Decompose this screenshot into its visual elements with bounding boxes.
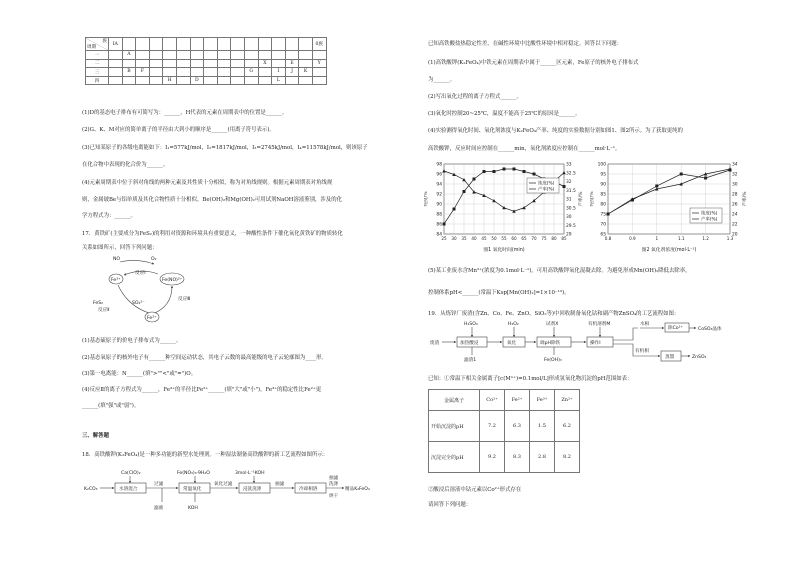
section-3-heading: 三、解答题 bbox=[82, 433, 109, 439]
chart-y2-tick-label: 31.5 bbox=[566, 188, 576, 194]
periodic-table-header-cell: 0族 bbox=[312, 38, 326, 51]
chart-y-tick-label: 95 bbox=[600, 172, 606, 178]
chart-y2-tick-label: 30.5 bbox=[566, 206, 576, 212]
chart-y-tick-label: 80 bbox=[600, 202, 606, 208]
q19-ask: 请回答下列问题： bbox=[428, 502, 472, 508]
flow19-water-phase: 水相 bbox=[640, 322, 650, 327]
metal-table-header-cell: Fe³⁺ bbox=[530, 390, 555, 411]
flow18-arrow-5-label: 洗涤 bbox=[329, 482, 339, 487]
flow19-feoh3: Fe(OH)₃ bbox=[544, 358, 562, 363]
q18-part-3: (3)氧化时控制20~25℃，温度不能高于25℃的原因是______。 bbox=[428, 111, 581, 117]
element-cell: F bbox=[136, 68, 150, 77]
q18-part-4-line1: (4)实验测得氧化时间、氧化剂浓度与K₂FeO₄产率、纯度的实验数据分别如图1、图2所示。为了获取更纯的 bbox=[428, 128, 683, 134]
element-cell bbox=[217, 51, 231, 60]
element-cell: I bbox=[272, 68, 286, 77]
chart-y2-tick-label: 33 bbox=[566, 162, 572, 168]
element-cell bbox=[272, 59, 286, 68]
q18-part-5-line2: 控制体系pH<______(常温下Ksp[Mn(OH)₂]=1×10⁻¹³)。 bbox=[428, 290, 570, 296]
metal-table-header-cell: Zn²⁺ bbox=[555, 390, 580, 411]
chart-y2-tick-label: 28 bbox=[732, 192, 738, 198]
periodic-table-header-cell bbox=[136, 38, 150, 51]
element-cell: B bbox=[122, 68, 136, 77]
periodic-table-header-cell bbox=[204, 38, 218, 51]
chart-plot-area bbox=[608, 164, 730, 234]
right-column bbox=[424, 0, 749, 562]
chart-point bbox=[655, 185, 658, 188]
periodic-table-header-cell bbox=[190, 38, 204, 51]
metal-table-header-cell: 金属离子 bbox=[429, 390, 480, 411]
question-3-line1: (3)已知某原子的各级电离能如下：I₁=577kJ/mol，I₂=1817kJ/mol，I₃=2745kJ/mol，I₄=11578kJ/mol，则该原子 bbox=[82, 145, 368, 151]
flow19-start: 废渣 bbox=[430, 341, 440, 346]
cycle-no-label: NO bbox=[113, 257, 121, 262]
chart-y2-tick-label: 34 bbox=[732, 162, 738, 168]
element-cell bbox=[204, 68, 218, 77]
chart-y-tick-label: 75 bbox=[600, 212, 606, 218]
chart-x-tick-label: 45 bbox=[481, 236, 487, 241]
periodic-table-header-cell bbox=[176, 38, 190, 51]
chart-y2-tick-label: 29 bbox=[566, 232, 572, 238]
metal-table-cell: 7.2 bbox=[480, 411, 505, 442]
periodic-table-header-cell bbox=[272, 38, 286, 51]
periodic-table-header-cell bbox=[122, 38, 136, 51]
flow19-box-5-label: 除Co²⁺ bbox=[668, 326, 683, 331]
corner-group-label: 族 bbox=[102, 39, 107, 44]
element-cell bbox=[176, 76, 190, 85]
element-cell bbox=[136, 59, 150, 68]
element-cell: G bbox=[244, 68, 258, 77]
flow18-arrow-2-label: 氧化过滤 bbox=[214, 482, 233, 487]
cycle-reaction-2: 反应Ⅱ bbox=[98, 308, 110, 313]
chart-x-tick-label: 1.1 bbox=[677, 236, 685, 241]
chart-y-tick-label: 98 bbox=[436, 162, 442, 168]
element-cell bbox=[299, 51, 313, 60]
flow19-h2o2: H₂O₂ bbox=[508, 322, 519, 327]
periodic-table bbox=[85, 37, 327, 85]
element-cell bbox=[149, 68, 163, 77]
element-cell: H bbox=[163, 76, 177, 85]
element-cell bbox=[204, 59, 218, 68]
chart-x-tick-label: 1.3 bbox=[726, 236, 734, 241]
flow19-box-1-label: 加热酸浸 bbox=[460, 341, 479, 346]
flow18-box-4-label: 冷却相溶 bbox=[299, 487, 318, 492]
question-17-line1: 17．黄铁矿(主要成分为FeS₂)的利用对资源和环境具有重要意义，一种酸性条件下催化氧化黄铁矿的物质转化 bbox=[82, 231, 343, 237]
figure-2-chart bbox=[590, 158, 748, 254]
element-cell bbox=[312, 76, 326, 85]
periodic-table-corner bbox=[86, 38, 109, 51]
chart-y-tick-label: 85 bbox=[600, 192, 606, 198]
q19-known-2: ②酸浸后溶液中钴元素以Co²⁺形式存在 bbox=[428, 487, 522, 493]
metal-table-row-label: 开始沉淀的pH bbox=[429, 411, 480, 442]
question-4-line1: (4)元素周期表中位于斜对角线的两种元素及其性质十分相似，称为对角线规则。根据元素周期表对角线规 bbox=[82, 180, 333, 186]
element-cell bbox=[231, 51, 245, 60]
metal-table-cell: 8.2 bbox=[555, 442, 580, 473]
element-cell bbox=[217, 68, 231, 77]
element-cell: E bbox=[285, 59, 299, 68]
flow19-coso4: CoSO₄晶体 bbox=[698, 327, 722, 332]
element-cell: L bbox=[272, 76, 286, 85]
period-label: 二 bbox=[86, 59, 109, 68]
cycle-feno-label: Fe(NO)²⁺ bbox=[162, 278, 183, 283]
chart-x-tick-label: 0.8 bbox=[604, 236, 612, 241]
element-cell bbox=[244, 76, 258, 85]
flow19-residue-1: 滤渣1 bbox=[464, 358, 477, 363]
cycle-fe3-label: Fe³⁺ bbox=[111, 278, 121, 283]
flow18-arrow-6-label: 烘干 bbox=[329, 494, 339, 499]
chart-y-tick-label: 70 bbox=[600, 222, 606, 228]
element-cell bbox=[258, 51, 272, 60]
question-17-3: (3)第一电离能：N______(填">""<"或"=")O。 bbox=[82, 371, 197, 377]
element-cell bbox=[109, 68, 123, 77]
flow18-arrow-4-label: 抽滤 bbox=[329, 476, 339, 481]
periodic-table-header-cell bbox=[258, 38, 272, 51]
chart-legend-label: 纯度(%) bbox=[538, 181, 555, 187]
element-cell bbox=[217, 76, 231, 85]
question-4-line3: 学方程式为：______。 bbox=[82, 213, 136, 219]
chart-legend-label: 纯度(%) bbox=[701, 211, 718, 217]
chart-y2-tick-label: 32 bbox=[732, 172, 738, 178]
element-cell: Y bbox=[312, 59, 326, 68]
q19-known-1: 已知：①常温下相关金属离子[c(Mⁿ⁺)=0.1mol/L]形成氢氧化物沉淀的pH范围如表： bbox=[428, 376, 633, 382]
question-17-1: (1)基态硫原子的价电子排布式为______。 bbox=[82, 338, 182, 344]
periodic-table-header-cell bbox=[244, 38, 258, 51]
element-cell bbox=[190, 68, 204, 77]
chart-point bbox=[513, 168, 516, 171]
periodic-table-row bbox=[86, 59, 327, 68]
chart-y2-axis-label: 产率/% bbox=[579, 191, 584, 207]
flow18-waste-1: 滤液 bbox=[154, 506, 164, 511]
periodic-table-header-cell bbox=[299, 38, 313, 51]
element-cell bbox=[272, 51, 286, 60]
metal-table-cell: 6.2 bbox=[555, 411, 580, 442]
element-cell bbox=[285, 51, 299, 60]
element-cell bbox=[217, 59, 231, 68]
flow18-waste-2: KOH bbox=[188, 506, 198, 511]
chart-y2-tick-label: 32.5 bbox=[566, 171, 576, 177]
flow18-arrow-1-label: 过滤 bbox=[154, 482, 164, 487]
chart-point bbox=[503, 168, 506, 171]
chart-legend-label: 产率(%) bbox=[538, 187, 555, 193]
metal-table-row bbox=[429, 442, 580, 473]
flow19-organic-phase: 有机相 bbox=[635, 349, 649, 354]
element-cell: K bbox=[299, 68, 313, 77]
periodic-table-header-cell bbox=[231, 38, 245, 51]
metal-table-header-cell: Co²⁺ bbox=[480, 390, 505, 411]
cycle-reaction-1: 反应Ⅰ bbox=[135, 271, 146, 276]
flow18-reagent-1: Ca(ClO)₂ bbox=[121, 471, 141, 476]
element-cell bbox=[312, 68, 326, 77]
chart-x-tick-label: 55 bbox=[501, 236, 507, 241]
flow19-box-4-label: 操作Ⅰ bbox=[590, 341, 601, 346]
question-17-line2: 关系如图所示，回答下列问题： bbox=[82, 245, 158, 251]
metal-table-cell: 2.8 bbox=[530, 442, 555, 473]
periodic-table-row bbox=[86, 76, 327, 85]
chart-y2-tick-label: 32 bbox=[566, 180, 572, 185]
figure-1-chart bbox=[424, 158, 584, 254]
flow19-box-2-label: 氧化 bbox=[507, 341, 517, 346]
element-cell bbox=[176, 59, 190, 68]
q18-part-2: (2)写出氧化过程的离子方程式______。 bbox=[428, 94, 522, 100]
process-flow-19 bbox=[428, 318, 728, 370]
q18-part-1b: 为______。 bbox=[428, 77, 455, 83]
flow19-reagent-x: 试剂X bbox=[546, 322, 559, 327]
chart-caption: 图2 氧化剂浓度(mol·L⁻¹) bbox=[641, 248, 697, 253]
chart-y-axis-label: 纯度/% bbox=[590, 191, 595, 207]
periodic-table-header-cell: ⅠA bbox=[109, 38, 123, 51]
question-18-intro: 18．高铁酸钾(K₂FeO₄)是一种多功能的新型水处理剂。一种湿法制备高铁酸钾的新工艺流程如图所示： bbox=[82, 452, 329, 458]
chart-y-axis-label: 纯度/% bbox=[424, 191, 429, 207]
question-17-4-line2: ______(填"强"或"弱")。 bbox=[82, 403, 140, 409]
question-17-2: (2)基态氧原子的核外电子有______种空间运动状态，其电子云数的最高能级的电子云轮廓图为____形。 bbox=[82, 355, 327, 361]
element-cell bbox=[204, 76, 218, 85]
flow18-end: 精品K₂FeO₄ bbox=[345, 487, 370, 492]
flow19-znso4: ZnSO₄ bbox=[692, 355, 707, 360]
question-17-4-line1: (4)反应Ⅱ的离子方程式为______，Fe³⁺的半径比Fe²⁺______(填"大"或"小")，Fe³⁺的稳定性比Fe²⁺更 bbox=[82, 387, 322, 393]
element-cell bbox=[109, 59, 123, 68]
element-cell bbox=[231, 76, 245, 85]
chart-point bbox=[463, 190, 466, 193]
chart-point bbox=[680, 173, 683, 176]
chart-x-tick-label: 40 bbox=[471, 236, 477, 241]
chart-y-tick-label: 88 bbox=[436, 212, 442, 218]
chart-x-tick-label: 25 bbox=[441, 236, 447, 241]
chart-y-tick-label: 90 bbox=[436, 202, 442, 208]
element-cell bbox=[176, 51, 190, 60]
flow19-box-6-label: 蒸馏 bbox=[665, 355, 675, 360]
periodic-table-header-row bbox=[86, 38, 327, 51]
q18-part-4-line2: 高铁酸钾，反应时间应控制在______min，氧化剂浓度应控制在______mol·L⁻¹。 bbox=[428, 146, 621, 152]
element-cell bbox=[122, 59, 136, 68]
question-1: (1)D的基态电子排布有可简写为：______，H代表的元素在周期表中的位置是______。 bbox=[82, 110, 288, 116]
element-cell bbox=[312, 51, 326, 60]
chart-x-tick-label: 60 bbox=[511, 236, 517, 241]
chart-y2-tick-label: 26 bbox=[732, 202, 738, 208]
q18-known-condition: 已知高铁酸盐热稳定性差，在碱性环境中比酸性环境中相对稳定。回答以下问题： bbox=[428, 41, 623, 47]
chart-point bbox=[523, 170, 526, 173]
chart-y2-tick-label: 30 bbox=[566, 215, 572, 220]
flow18-box-1-label: 水溶混合 bbox=[119, 487, 138, 492]
metal-table-cell: 6.3 bbox=[505, 411, 530, 442]
chart-y-tick-label: 92 bbox=[436, 192, 442, 198]
q18-part-1: (1)高铁酸钾(K₂FeO₄)中铁元素在周期表中属于______区元素，Fe原子的核外电子排布式 bbox=[428, 60, 639, 66]
element-cell: X bbox=[258, 59, 272, 68]
flow18-start: K₂CO₃ bbox=[84, 487, 98, 492]
q18-part-5-line1: (5)某工业废水含Mn²⁺(浓度为0.1mol·L⁻¹)，可用高铁酸钾氧化混凝去除。为避免形成Mn(OH)₂降低去除率， bbox=[428, 268, 691, 274]
cycle-fe2-label: Fe²⁺ bbox=[147, 316, 157, 321]
chart-x-tick-label: 50 bbox=[491, 236, 497, 241]
element-cell bbox=[190, 51, 204, 60]
element-cell bbox=[285, 76, 299, 85]
chart-y-tick-label: 94 bbox=[436, 182, 442, 188]
element-cell bbox=[190, 59, 204, 68]
chart-y2-tick-label: 20 bbox=[732, 232, 738, 238]
element-cell bbox=[231, 59, 245, 68]
chart-x-tick-label: 65 bbox=[521, 236, 527, 241]
element-cell bbox=[299, 59, 313, 68]
question-19-intro: 19．从炼锌厂废渣(含Zn、Co、Fe、ZnO、SiO₂等)中回收制备氧化钴和副产物ZnSO₄的工艺流程如图： bbox=[428, 311, 680, 317]
element-cell bbox=[149, 76, 163, 85]
periodic-table-header-cell bbox=[163, 38, 177, 51]
flow18-box-3-label: 浸洗洗涤 bbox=[243, 487, 262, 492]
element-cell bbox=[109, 51, 123, 60]
element-cell bbox=[136, 51, 150, 60]
element-cell bbox=[244, 59, 258, 68]
element-cell bbox=[299, 76, 313, 85]
flow19-box-3-label: 调pH除铁 bbox=[540, 341, 561, 346]
chart-legend-label: 产率(%) bbox=[701, 217, 718, 223]
period-label: 三 bbox=[86, 68, 109, 77]
element-cell bbox=[204, 51, 218, 60]
element-cell bbox=[163, 68, 177, 77]
element-cell bbox=[136, 76, 150, 85]
chart-x-tick-label: 80 bbox=[551, 236, 557, 241]
chart-y2-axis-label: 产率/% bbox=[743, 191, 748, 207]
element-cell: J bbox=[285, 68, 299, 77]
chart-point bbox=[453, 208, 456, 211]
catalytic-cycle-diagram bbox=[92, 252, 212, 326]
chart-x-tick-label: 0.9 bbox=[629, 236, 636, 241]
period-label: 四 bbox=[86, 76, 109, 85]
periodic-table-row bbox=[86, 68, 327, 77]
cycle-fes2-label: FeS₂ bbox=[93, 301, 103, 306]
process-flow-18 bbox=[82, 466, 378, 516]
left-column bbox=[78, 0, 378, 562]
element-cell bbox=[231, 68, 245, 77]
chart-x-tick-label: 75 bbox=[541, 236, 547, 241]
chart-point bbox=[533, 173, 536, 176]
chart-point bbox=[473, 178, 476, 181]
element-cell bbox=[122, 76, 136, 85]
chart-x-tick-label: 85 bbox=[561, 236, 567, 241]
periodic-table-header-cell bbox=[285, 38, 299, 51]
flow19-organic-solvent: 有机溶剂M bbox=[588, 322, 611, 327]
chart-caption: 图1 氧化时间(min) bbox=[483, 248, 525, 253]
cycle-o2-label: O₂ bbox=[151, 257, 157, 262]
flow18-reagent-2: Fe(NO₃)₃·9H₂O bbox=[177, 471, 210, 476]
question-2: (2)G、K、M对应的简单离子的半径由大到小的顺序是______(用离子符号表示)。 bbox=[82, 127, 275, 133]
element-cell bbox=[258, 68, 272, 77]
chart-x-tick-label: 70 bbox=[531, 236, 537, 241]
chart-y-tick-label: 65 bbox=[600, 232, 606, 238]
cycle-reaction-3: 反应Ⅲ bbox=[178, 297, 191, 302]
chart-y-tick-label: 96 bbox=[436, 172, 442, 178]
periodic-table-header-cell bbox=[217, 38, 231, 51]
chart-point bbox=[443, 223, 446, 226]
flow19-h2so4: H₂SO₄ bbox=[464, 322, 478, 327]
periodic-table-header-cell bbox=[149, 38, 163, 51]
chart-x-tick-label: 1 bbox=[655, 236, 659, 241]
metal-table-header bbox=[429, 390, 580, 411]
metal-ion-ph-table bbox=[428, 389, 580, 473]
flow18-reagent-3: 3mol·L⁻¹KOH bbox=[235, 471, 265, 476]
flow18-arrow-3-label: 抽滤 bbox=[275, 482, 285, 487]
chart-y2-tick-label: 24 bbox=[732, 212, 738, 218]
metal-table-cell: 1.5 bbox=[530, 411, 555, 442]
chart-point bbox=[483, 170, 486, 173]
period-label: 一 bbox=[86, 51, 109, 60]
chart-y2-tick-label: 31 bbox=[566, 197, 572, 203]
metal-table-header-cell: Fe²⁺ bbox=[505, 390, 530, 411]
periodic-table-row bbox=[86, 51, 327, 60]
chart-point bbox=[704, 177, 707, 180]
element-cell bbox=[163, 59, 177, 68]
chart-y-tick-label: 86 bbox=[436, 222, 442, 228]
cycle-so4-label: SO₄²⁻ bbox=[132, 301, 145, 306]
element-cell: D bbox=[190, 76, 204, 85]
metal-table-row bbox=[429, 411, 580, 442]
chart-y2-tick-label: 30 bbox=[732, 182, 738, 188]
metal-table-cell: 8.3 bbox=[505, 442, 530, 473]
element-cell bbox=[176, 68, 190, 77]
metal-table-row-label: 沉淀完全的pH bbox=[429, 442, 480, 473]
element-cell bbox=[149, 59, 163, 68]
element-cell bbox=[163, 51, 177, 60]
element-cell bbox=[244, 51, 258, 60]
element-cell bbox=[258, 76, 272, 85]
chart-x-tick-label: 1.2 bbox=[702, 236, 709, 241]
chart-x-tick-label: 35 bbox=[461, 236, 467, 241]
chart-y2-tick-label: 29.5 bbox=[566, 223, 576, 229]
corner-period-label: 周期 bbox=[87, 45, 97, 50]
chart-point bbox=[563, 185, 566, 188]
metal-table-cell: 9.2 bbox=[480, 442, 505, 473]
chart-y2-tick-label: 22 bbox=[732, 222, 738, 228]
chart-y-tick-label: 90 bbox=[600, 182, 606, 188]
chart-x-tick-label: 30 bbox=[451, 236, 457, 241]
chart-y-tick-label: 100 bbox=[597, 162, 606, 168]
chart-point bbox=[493, 170, 496, 173]
question-3-line2: 在化合物中表现的化合价为______。 bbox=[82, 162, 169, 168]
element-cell bbox=[149, 51, 163, 60]
element-cell bbox=[109, 76, 123, 85]
element-cell: A bbox=[122, 51, 136, 60]
flow18-box-2-label: 常温氧化 bbox=[183, 487, 202, 492]
question-4-line2: 则，金属铍Be与铝单质及其化合物性质十分相似。Be(OH)₂和Mg(OH)₂可用试剂NaOH溶液鉴别，涉及的化 bbox=[82, 197, 342, 203]
chart-y-tick-label: 84 bbox=[436, 232, 442, 238]
